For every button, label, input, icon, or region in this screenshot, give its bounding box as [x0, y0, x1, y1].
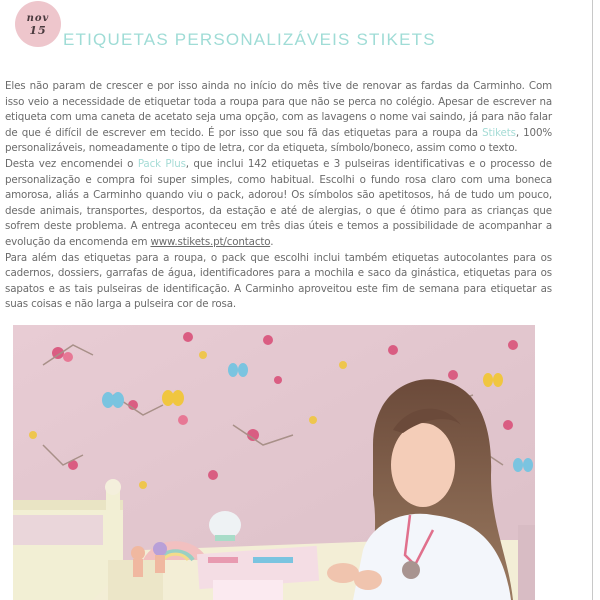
- paragraph-1: [5, 79, 552, 157]
- paragraph-3: Para além das etiquetas para a roupa, o pack que escolhi inclui também etiquetas autocolantes para os cadernos, dossiers, garrafas de água, identificadores para a mochila e saco da ginástica, etiquetas para os sapatos e as tais pulseiras de identificação. A Carminho aproveitou este fim de semana para etiquetar as suas coisas e não larga a pulseira cor de rosa.: [5, 251, 552, 311]
- photo-illustration: [13, 325, 535, 600]
- post-title[interactable]: ETIQUETAS PERSONALIZÁVEIS STIKETS: [63, 30, 436, 49]
- paragraph-2-text-a: Desta vez encomendei o: [5, 157, 138, 170]
- paragraph-1-text-a: Eles não param de crescer e por isso ainda no início do mês tive de renovar as fardas da Carminho. Com isso veio a necessidade de etiquetar toda a roupa para que não se perca no colégio. Apesar de escrever na etiqueta com uma caneta de acetato seja uma opção, com as lavagens o nome vai saindo, já para não falar de que é difícil de escrever em tecido. É por isso que sou fã das etiquetas para a roupa da: [5, 80, 552, 139]
- paragraph-2-text-c: .: [270, 235, 274, 248]
- content-right-border: [592, 0, 593, 600]
- post-photo: [13, 325, 535, 600]
- paragraph-2: [5, 157, 552, 251]
- date-badge: [15, 1, 61, 47]
- paragraph-2-text-b: , que inclui 142 etiquetas e 3 pulseiras identificativas e o processo de personalização e compra foi super simples, como habitual. Escolhi o fundo rosa claro com uma boneca amorosa, aliás a Carminho quando viu o pack, adorou! Os símbolos são apetitosos, há de tudo um pouco, desde animais, transportes, desportos, da estação e até de alergias, o que é ótimo para as crianças que sofrem deste problema. A entrega aconteceu em três dias úteis e temos a possibilidade de acompanhar a evolução da encomenda em: [5, 157, 552, 248]
- paragraph-1-text-b: , 100% personalizáveis, nomeadamente o tipo de letra, cor da etiqueta, símbolo/boneco, assim como o texto.: [5, 126, 552, 155]
- stikets-contact-link[interactable]: www.stikets.pt/contacto: [150, 235, 271, 248]
- post-body: [5, 79, 552, 313]
- date-day: 15: [29, 23, 47, 37]
- pack-plus-link[interactable]: Pack Plus: [137, 157, 186, 170]
- stikets-link[interactable]: Stikets: [482, 126, 516, 139]
- date-month: nov: [26, 12, 50, 24]
